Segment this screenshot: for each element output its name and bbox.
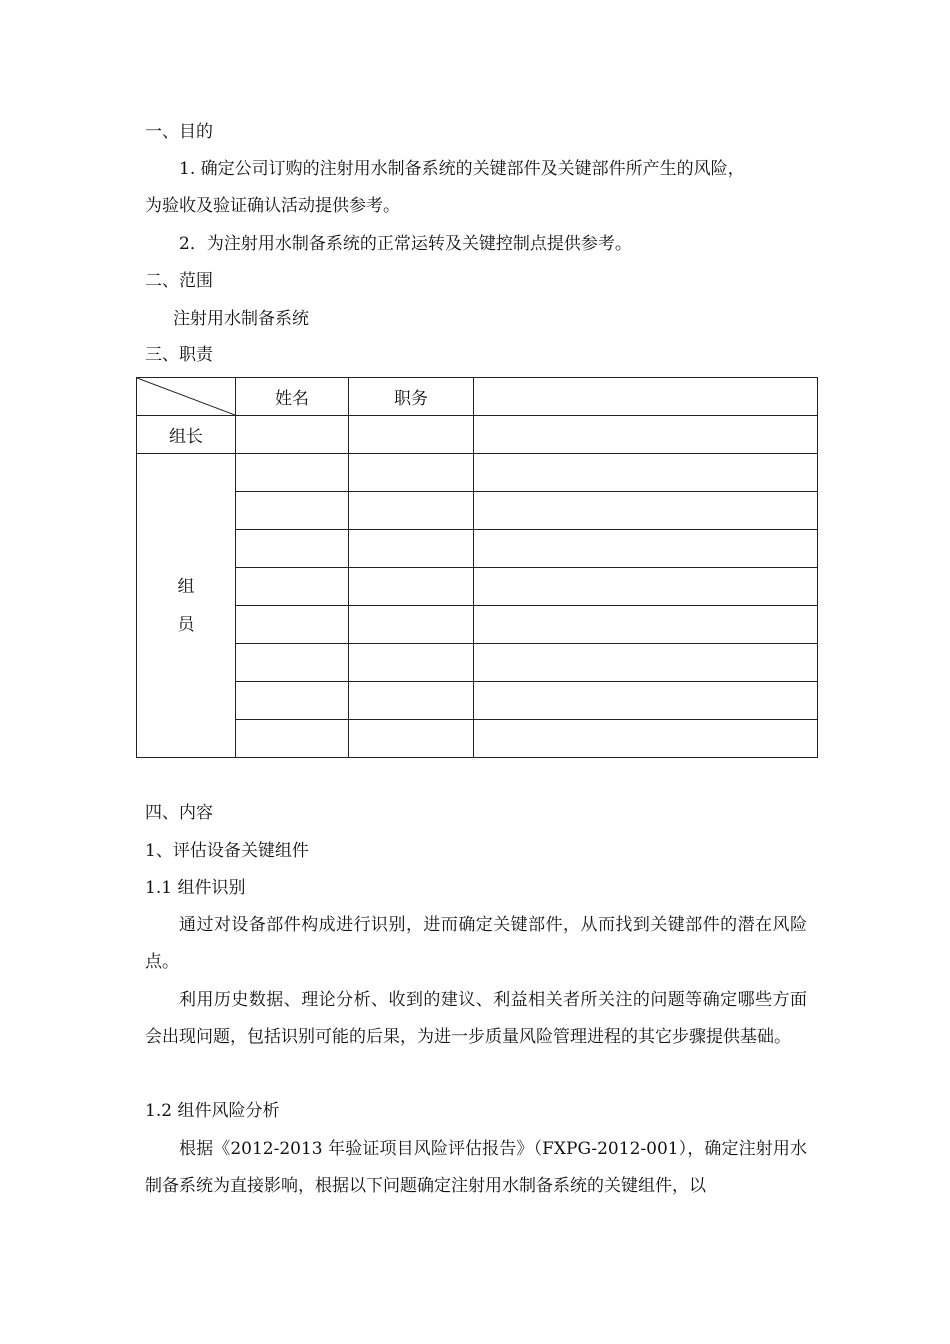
member-position-cell xyxy=(349,644,474,682)
member-position-cell xyxy=(349,530,474,568)
member-extra-cell xyxy=(474,606,818,644)
member-name-cell xyxy=(236,644,349,682)
member-label-char-1: 组 xyxy=(177,576,195,597)
responsibility-table xyxy=(136,377,818,758)
section-1-1-paragraph-1: 通过对设备部件构成进行识别，进而确定关键部件，从而找到关键部件的潜在风险点。 xyxy=(145,915,807,972)
section-1-1-heading: 1.1 组件识别 xyxy=(145,878,246,898)
member-name-cell xyxy=(236,568,349,606)
section-1-1-paragraph-2: 利用历史数据、理论分析、收到的建议、利益相关者所关注的问题等确定哪些方面会出现问题，包括识别可能的后果，为进一步质量风险管理进程的其它步骤提供基础。 xyxy=(145,990,807,1047)
purpose-item-1-line-1: 1. 确定公司订购的注射用水制备系统的关键部件及关键部件所产生的风险， xyxy=(179,159,745,179)
member-position-cell xyxy=(349,682,474,720)
member-name-cell xyxy=(236,492,349,530)
table-row xyxy=(137,454,818,492)
member-position-cell xyxy=(349,492,474,530)
purpose-heading: 一、目的 xyxy=(145,122,213,142)
section-1-2-paragraph: 根据《2012-2013 年验证项目风险评估报告》（FXPG-2012-001），确定注射用水制备系统为直接影响，根据以下问题确定注射用水制备系统的关键组件，以 xyxy=(145,1139,807,1196)
member-position-cell xyxy=(349,606,474,644)
leader-name-cell xyxy=(236,416,349,454)
member-extra-cell xyxy=(474,568,818,606)
table-row-leader xyxy=(137,416,818,454)
member-name-cell xyxy=(236,682,349,720)
table-row xyxy=(137,606,818,644)
table-row xyxy=(137,682,818,720)
table-row xyxy=(137,492,818,530)
table-header-row xyxy=(137,378,818,416)
section-1-heading: 1、评估设备关键组件 xyxy=(145,841,309,861)
table-row xyxy=(137,720,818,758)
leader-extra-cell xyxy=(474,416,818,454)
member-position-cell xyxy=(349,720,474,758)
member-extra-cell xyxy=(474,720,818,758)
diagonal-line xyxy=(137,378,235,415)
purpose-item-1-line-2: 为验收及验证确认活动提供参考。 xyxy=(145,196,400,216)
diagonal-header-cell xyxy=(137,378,236,416)
member-extra-cell xyxy=(474,644,818,682)
table-row xyxy=(137,568,818,606)
content-heading: 四、内容 xyxy=(145,803,213,823)
member-name-cell xyxy=(236,454,349,492)
table-row xyxy=(137,644,818,682)
member-name-cell xyxy=(236,530,349,568)
purpose-item-2: 2．为注射用水制备系统的正常运转及关键控制点提供参考。 xyxy=(179,234,632,254)
header-extra-cell xyxy=(474,378,818,416)
member-extra-cell xyxy=(474,530,818,568)
scope-heading: 二、范围 xyxy=(145,271,213,291)
scope-text: 注射用水制备系统 xyxy=(173,309,309,329)
member-extra-cell xyxy=(474,492,818,530)
table-row xyxy=(137,530,818,568)
member-position-cell xyxy=(349,568,474,606)
leader-label-cell: 组长 xyxy=(137,416,236,454)
member-extra-cell xyxy=(474,454,818,492)
header-position-cell: 职务 xyxy=(349,378,474,416)
member-extra-cell xyxy=(474,682,818,720)
leader-position-cell xyxy=(349,416,474,454)
header-name-cell: 姓名 xyxy=(236,378,349,416)
duty-heading: 三、职责 xyxy=(145,345,213,365)
member-position-cell xyxy=(349,454,474,492)
section-1-2-heading: 1.2 组件风险分析 xyxy=(145,1101,280,1121)
member-name-cell xyxy=(236,720,349,758)
member-label-cell xyxy=(137,454,236,758)
member-name-cell xyxy=(236,606,349,644)
member-label-char-2: 员 xyxy=(177,614,195,635)
